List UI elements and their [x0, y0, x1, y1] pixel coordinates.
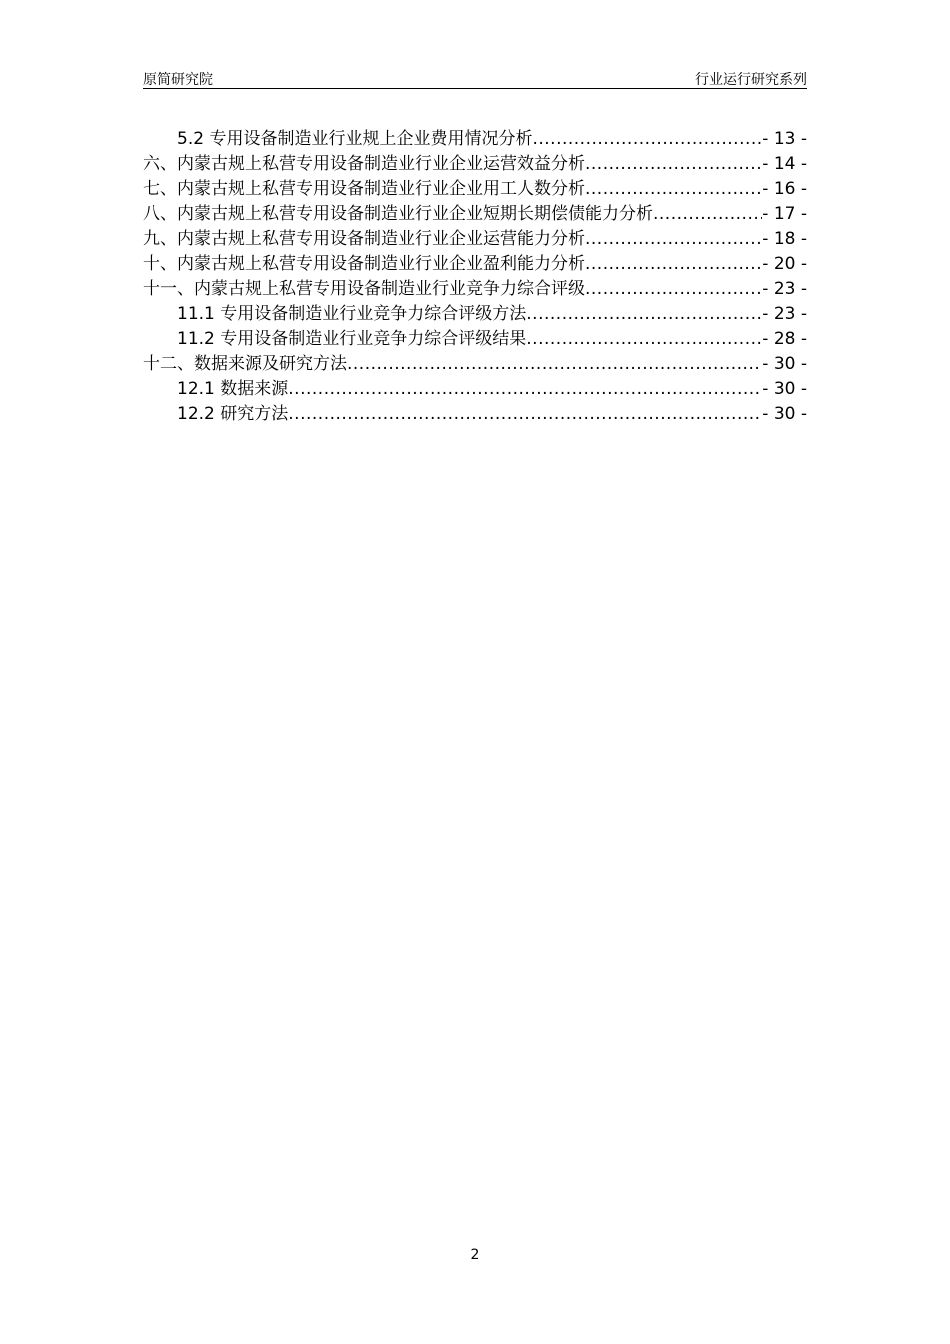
toc-dot-leader	[585, 279, 762, 299]
page-number: 2	[470, 1247, 480, 1263]
toc-entry[interactable]	[143, 149, 807, 174]
toc-dot-leader	[585, 229, 762, 249]
toc-entry-title: 六、内蒙古规上私营专用设备制造业行业企业运营效益分析	[143, 154, 585, 174]
toc-entry[interactable]	[143, 249, 807, 274]
page-header	[143, 66, 807, 89]
toc-dot-leader	[347, 354, 762, 374]
toc-entry-page: - 30 -	[762, 379, 807, 399]
toc-entry[interactable]	[143, 199, 807, 224]
toc-entry-title: 七、内蒙古规上私营专用设备制造业行业企业用工人数分析	[143, 179, 585, 199]
toc-entry-page: - 17 -	[762, 204, 807, 224]
toc-entry[interactable]	[143, 374, 807, 399]
toc-entry-page: - 18 -	[762, 229, 807, 249]
toc-entry-title: 11.2 专用设备制造业行业竞争力综合评级结果	[177, 329, 527, 349]
toc-entry[interactable]	[143, 224, 807, 249]
toc-entry-page: - 16 -	[762, 179, 807, 199]
toc-entry-title: 5.2 专用设备制造业行业规上企业费用情况分析	[177, 129, 533, 149]
toc-dot-leader	[585, 179, 762, 199]
toc-entry[interactable]	[143, 349, 807, 374]
toc-dot-leader	[288, 404, 762, 424]
toc-dot-leader	[526, 304, 762, 324]
toc-entry[interactable]	[143, 124, 807, 149]
toc-dot-leader	[532, 129, 762, 149]
toc-entry[interactable]	[143, 299, 807, 324]
toc-entry-title: 十、内蒙古规上私营专用设备制造业行业企业盈利能力分析	[143, 254, 585, 274]
toc-entry-page: - 20 -	[762, 254, 807, 274]
toc-entry-page: - 13 -	[762, 129, 807, 149]
toc-entry-page: - 14 -	[762, 154, 807, 174]
toc-entry[interactable]	[143, 324, 807, 349]
table-of-contents	[143, 124, 807, 424]
toc-entry-title: 九、内蒙古规上私营专用设备制造业行业企业运营能力分析	[143, 229, 585, 249]
toc-entry-page: - 23 -	[762, 304, 807, 324]
toc-entry-page: - 28 -	[762, 329, 807, 349]
toc-entry[interactable]	[143, 174, 807, 199]
toc-entry-title: 十一、内蒙古规上私营专用设备制造业行业竞争力综合评级	[143, 279, 585, 299]
toc-entry-page: - 30 -	[762, 354, 807, 374]
toc-dot-leader	[585, 254, 762, 274]
toc-dot-leader	[653, 204, 762, 224]
toc-entry-title: 十二、数据来源及研究方法	[143, 354, 347, 374]
toc-entry-title: 12.2 研究方法	[177, 404, 289, 424]
toc-entry-title: 11.1 专用设备制造业行业竞争力综合评级方法	[177, 304, 527, 324]
toc-entry-title: 八、内蒙古规上私营专用设备制造业行业企业短期长期偿债能力分析	[143, 204, 653, 224]
toc-dot-leader	[585, 154, 762, 174]
toc-dot-leader	[288, 379, 762, 399]
toc-entry-page: - 30 -	[762, 404, 807, 424]
header-org-name: 原简研究院	[143, 72, 213, 88]
toc-entry[interactable]	[143, 274, 807, 299]
toc-entry-title: 12.1 数据来源	[177, 379, 289, 399]
header-series-name: 行业运行研究系列	[695, 72, 807, 88]
toc-entry[interactable]	[143, 399, 807, 424]
toc-dot-leader	[526, 329, 762, 349]
toc-entry-page: - 23 -	[762, 279, 807, 299]
